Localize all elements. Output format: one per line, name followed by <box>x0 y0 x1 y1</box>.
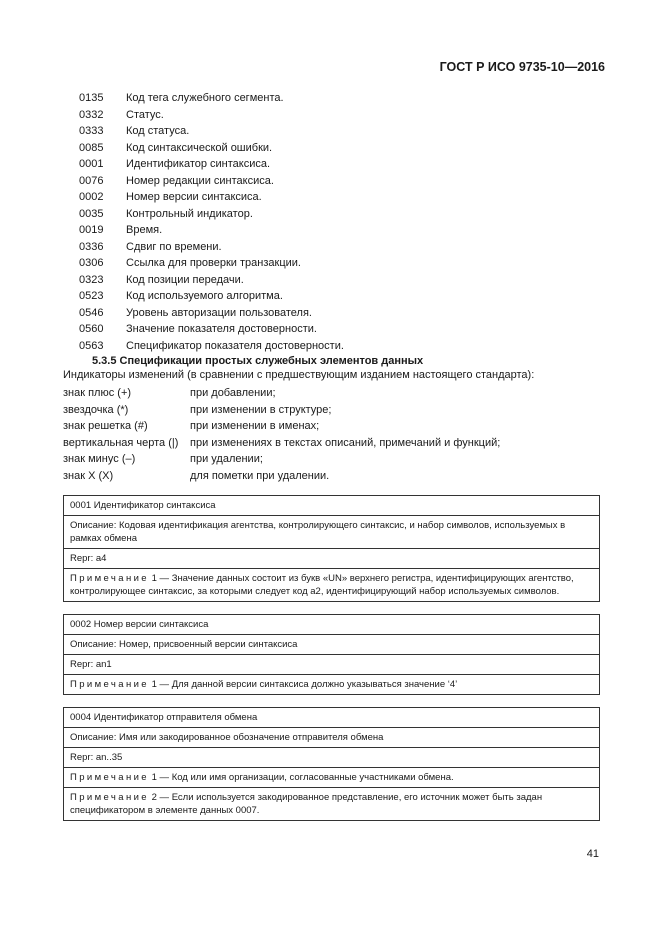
element-spec-box-0004 <box>63 707 600 821</box>
element-name: Идентификатор синтаксиса. <box>126 158 271 170</box>
indicator-desc: для пометки при удалении. <box>190 469 330 482</box>
indicator-desc: при удалении; <box>190 453 263 465</box>
element-code: 0560 <box>79 323 104 335</box>
element-spec-box-0002 <box>63 614 600 695</box>
list-item <box>79 239 344 256</box>
spec-repr: Repr: a4 <box>64 548 599 568</box>
note-text: 1 — Для данной версии синтаксиса должно указываться значение ‘4’ <box>149 679 458 690</box>
element-name: Код синтаксической ошибки. <box>126 141 273 154</box>
list-item <box>79 107 344 124</box>
element-code: 0135 <box>79 92 104 104</box>
indicator-term: знак минус (–) <box>63 453 136 465</box>
list-item <box>79 272 344 289</box>
note-label: Примечание <box>70 772 149 783</box>
spec-note <box>64 674 599 694</box>
note-text: 2 — Если используется закодированное представление, его источник может быть задан спецификатором в элементе данных 0007. <box>70 792 543 816</box>
element-code: 0085 <box>79 141 104 154</box>
element-name: Контрольный индикатор. <box>126 207 253 220</box>
element-name: Код тега служебного сегмента. <box>126 92 284 104</box>
element-name: Сдвиг по времени. <box>126 240 222 253</box>
element-name: Код используемого алгоритма. <box>126 290 283 302</box>
indicator-term: звездочка (*) <box>63 403 129 416</box>
element-name: Значение показателя достоверности. <box>126 323 317 335</box>
spec-description: Описание: Кодовая идентификация агентства, контролирующего синтаксис, и набор символов, используемых в рамках обмена <box>64 515 599 548</box>
element-code: 0002 <box>79 191 104 203</box>
note-text: 1 — Значение данных состоит из букв «UN» верхнего регистра, идентифицирующих агентство, контролирующее синтаксис, за которыми следует код a2, идентифицирующий набор используемых символов. <box>70 573 574 597</box>
spec-note <box>64 767 599 787</box>
spec-description: Описание: Номер, присвоенный версии синтаксиса <box>64 634 599 654</box>
spec-repr: Repr: an..35 <box>64 747 599 767</box>
element-code: 0323 <box>79 273 104 286</box>
element-code: 0523 <box>79 290 104 302</box>
element-spec-box-0001 <box>63 495 600 602</box>
element-code: 0563 <box>79 339 104 352</box>
list-item <box>79 90 344 107</box>
spec-note <box>64 568 599 601</box>
element-code: 0035 <box>79 207 104 220</box>
note-label: Примечание <box>70 573 149 584</box>
element-code: 0306 <box>79 257 104 269</box>
note-label: Примечание <box>70 679 149 690</box>
indicator-desc: при изменении в структуре; <box>190 403 332 416</box>
list-item <box>79 321 344 338</box>
spec-note <box>64 787 599 820</box>
list-item <box>79 288 344 305</box>
indicator-desc: при изменениях в текстах описаний, примечаний и функций; <box>190 436 501 449</box>
section-title: 5.3.5 Спецификации простых служебных элементов данных <box>92 355 424 367</box>
list-item <box>79 255 344 272</box>
element-code: 0019 <box>79 224 104 236</box>
indicator-desc: при изменении в именах; <box>190 420 320 432</box>
list-item <box>79 206 344 223</box>
element-code: 0076 <box>79 174 104 187</box>
element-code: 0336 <box>79 240 104 253</box>
element-code: 0332 <box>79 108 104 121</box>
list-item <box>79 123 344 140</box>
code-list <box>79 90 344 354</box>
element-code: 0546 <box>79 306 104 319</box>
list-item <box>79 222 344 239</box>
list-item <box>79 156 344 173</box>
element-name: Время. <box>126 224 163 236</box>
list-item <box>79 189 344 206</box>
indicator-desc: при добавлении; <box>190 387 276 399</box>
list-item <box>79 305 344 322</box>
list-item <box>79 173 344 190</box>
note-text: 1 — Код или имя организации, согласованные участниками обмена. <box>149 772 454 783</box>
element-name: Спецификатор показателя достоверности. <box>126 339 344 352</box>
indicator-term: знак X (X) <box>63 469 114 482</box>
element-code: 0333 <box>79 125 104 137</box>
element-name: Код статуса. <box>126 125 190 137</box>
element-name: Код позиции передачи. <box>126 273 244 286</box>
spec-title: 0001 Идентификатор синтаксиса <box>70 500 216 511</box>
page-number: 41 <box>586 848 599 860</box>
indicator-term: знак плюс (+) <box>63 387 132 399</box>
list-item <box>79 338 344 355</box>
list-item <box>79 140 344 157</box>
indicator-term: знак решетка (#) <box>63 420 148 432</box>
element-name: Номер версии синтаксиса. <box>126 191 262 203</box>
element-name: Статус. <box>126 108 164 121</box>
element-name: Номер редакции синтаксиса. <box>126 174 274 187</box>
page-header: ГОСТ Р ИСО 9735-10—2016 <box>439 60 605 74</box>
indicator-term: вертикальная черта (|) <box>63 436 179 449</box>
note-label: Примечание <box>70 792 149 803</box>
element-code: 0001 <box>79 158 104 170</box>
spec-repr: Repr: an1 <box>64 654 599 674</box>
intro-paragraph: Индикаторы изменений (в сравнении с предшествующим изданием настоящего стандарта): <box>63 369 535 381</box>
spec-title: 0002 Номер версии синтаксиса <box>70 619 209 630</box>
element-name: Уровень авторизации пользователя. <box>126 306 312 319</box>
spec-title: 0004 Идентификатор отправителя обмена <box>70 712 258 723</box>
spec-description: Описание: Имя или закодированное обозначение отправителя обмена <box>64 727 599 747</box>
element-name: Ссылка для проверки транзакции. <box>126 257 301 269</box>
